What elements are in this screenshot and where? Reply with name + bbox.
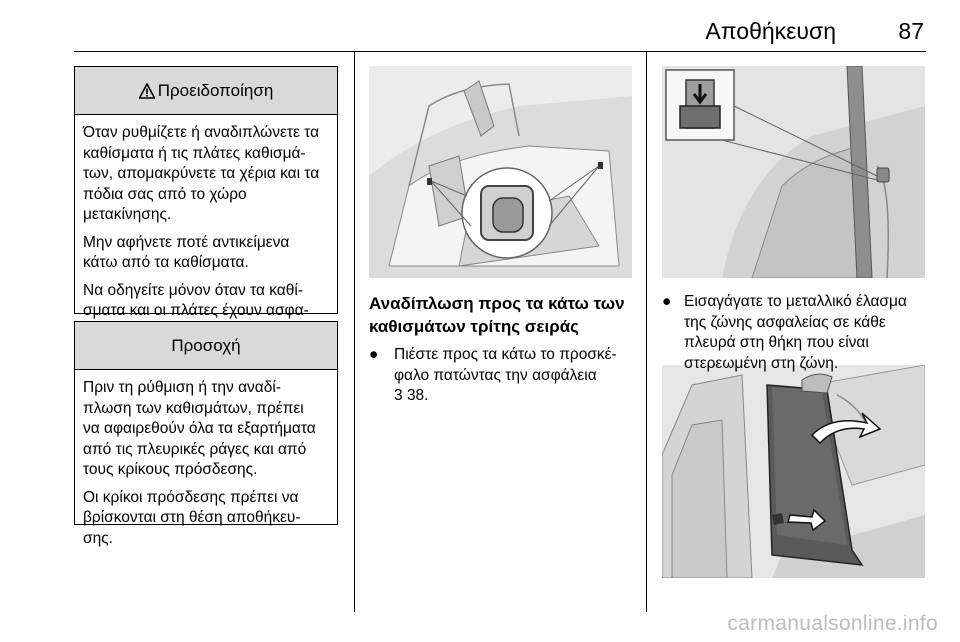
page-reference[interactable]	[394, 387, 429, 404]
text-line: Μην αφήνετε ποτέ αντικείμενα	[83, 233, 290, 251]
text-line: να αφαιρεθούν όλα τα εξαρτήματα	[83, 420, 316, 437]
instruction-bullet-1	[369, 345, 641, 407]
text-line: στερεωμένη στη ζώνη.	[684, 354, 839, 372]
text-line: πόδια σας από το χώρο	[83, 185, 247, 203]
bullet-text	[369, 345, 641, 407]
seatback-folding-drawing	[662, 365, 925, 578]
text-line: Οι κρίκοι πρόσδεσης πρέπει να	[83, 488, 299, 506]
text-line: πλωση των καθισμάτων, πρέπει	[83, 399, 304, 417]
warning-triangle-icon	[139, 83, 155, 99]
headrest-release-illustration	[369, 66, 632, 278]
reference-page: 38.	[406, 387, 429, 404]
bullet-icon: ●	[369, 346, 379, 363]
caution-paragraph-1	[83, 378, 329, 481]
page-header	[74, 18, 926, 48]
column-divider-left	[354, 52, 355, 612]
text-line: μετακίνησης.	[83, 206, 172, 223]
text-line: σης.	[83, 529, 113, 547]
page-number: 87	[898, 18, 924, 44]
headrest-release-drawing	[369, 66, 632, 278]
seat-belt-holder-drawing	[662, 66, 925, 278]
text-line: κάτω από τα καθίσματα.	[83, 254, 249, 271]
warning-box	[74, 66, 338, 319]
watermark: carmanualsonline.info	[727, 612, 938, 635]
text-line: σματα και οι πλάτες έχουν ασφα-	[83, 302, 309, 319]
bullet-icon: ●	[662, 293, 672, 310]
warning-paragraph-1	[83, 123, 329, 226]
text-line: φαλο πατώντας την ασφάλεια	[394, 366, 597, 384]
text-line: Όταν ρυθμίζετε ή αναδιπλώνετε τα	[83, 124, 320, 141]
header-rule	[74, 51, 926, 52]
text-line: Πριν τη ρύθμιση ή την αναδί-	[83, 379, 281, 396]
text-line: τους κρίκους πρόσδεσης.	[83, 461, 258, 478]
text-line: Να οδηγείτε μόνον όταν τα καθί-	[83, 281, 303, 299]
instruction-bullet-2	[662, 292, 926, 374]
seatback-folding-illustration	[662, 365, 925, 578]
text-line: Πιέστε προς τα κάτω το προσκέ-	[394, 346, 617, 363]
warning-paragraph-2	[83, 233, 329, 274]
caution-box-body	[75, 370, 337, 549]
heading-line: καθισμάτων τρίτης σειράς	[369, 317, 580, 336]
seat-belt-holder-illustration	[662, 66, 925, 278]
text-line: Εισαγάγατε το μεταλλικό έλασμα	[684, 293, 907, 310]
warning-box-header	[75, 67, 337, 115]
text-line: πλευρά στη θήκη που είναι	[684, 334, 869, 351]
bullet-text	[662, 292, 926, 374]
warning-box-body	[75, 115, 337, 342]
text-line: των, απομακρύνετε τα χέρια και τα	[83, 165, 320, 182]
text-line: από τις πλευρικές ράγες και από	[83, 440, 307, 458]
caution-box-header	[75, 322, 337, 370]
heading-line: Αναδίπλωση προς τα κάτω των	[369, 294, 625, 313]
page-title: Αποθήκευση	[705, 18, 836, 44]
text-line: της ζώνης ασφαλείας σε κάθε	[684, 313, 886, 331]
caution-box	[74, 321, 338, 547]
section-heading	[369, 292, 639, 338]
warning-box-title: Προειδοποίηση	[157, 80, 274, 100]
reference-arrow-icon: 3	[394, 387, 403, 404]
caution-paragraph-2	[83, 488, 329, 550]
column-divider-right	[646, 52, 647, 612]
text-line: βρίσκονται στη θέση αποθήκευ-	[83, 509, 301, 526]
text-line: καθίσματα ή τις πλάτες καθισμά-	[83, 144, 306, 162]
caution-box-title: Προσοχή	[171, 335, 241, 355]
